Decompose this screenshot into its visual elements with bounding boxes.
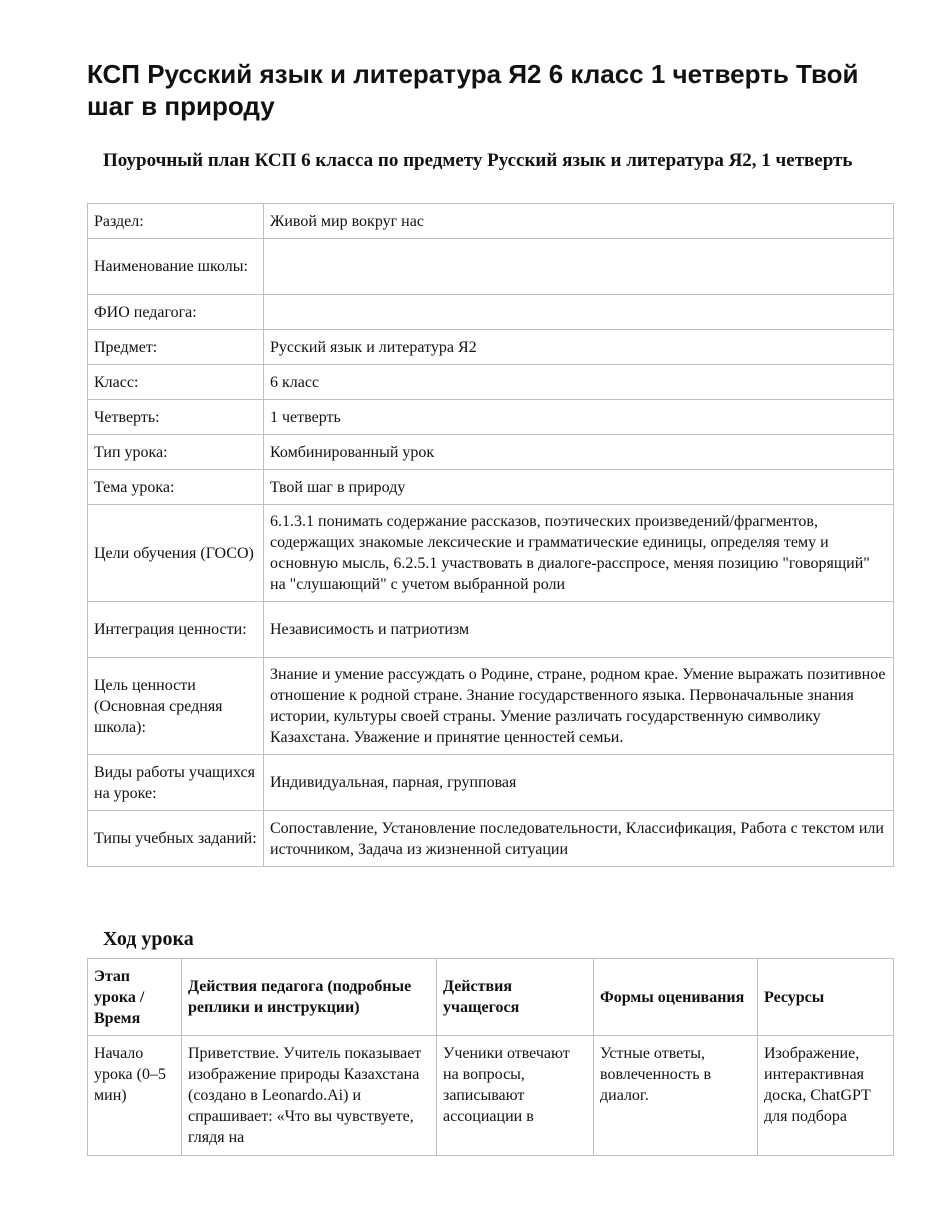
column-header: Этап урока / Время bbox=[88, 959, 182, 1036]
info-label: Типы учебных заданий: bbox=[88, 811, 264, 867]
lesson-flow-table bbox=[87, 958, 894, 1156]
info-label: Виды работы учащихся на уроке: bbox=[88, 755, 264, 811]
info-label: Цель ценности (Основная средняя школа): bbox=[88, 658, 264, 755]
table-row bbox=[88, 1036, 894, 1156]
table-row bbox=[88, 400, 894, 435]
table-row bbox=[88, 811, 894, 867]
assessment-cell: Устные ответы, вовлеченность в диалог. bbox=[594, 1036, 758, 1156]
lesson-flow-heading: Ход урока bbox=[103, 928, 194, 950]
info-label: Тема урока: bbox=[88, 470, 264, 505]
info-value: 6.1.3.1 понимать содержание рассказов, поэтических произведений/фрагментов, содержащих знакомые лексические и грамматические единицы, определяя тему и основную мысль, 6.2.5.1 участвовать в диалоге-расспросе, меняя позицию "говорящий" на "слушающий" с учетом выбранной роли bbox=[264, 505, 894, 602]
table-row bbox=[88, 755, 894, 811]
table-row bbox=[88, 658, 894, 755]
table-row bbox=[88, 204, 894, 239]
info-label: Интеграция ценности: bbox=[88, 602, 264, 658]
info-value: Твой шаг в природу bbox=[264, 470, 894, 505]
table-row bbox=[88, 435, 894, 470]
table-row bbox=[88, 505, 894, 602]
table-row bbox=[88, 470, 894, 505]
column-header: Формы оценивания bbox=[594, 959, 758, 1036]
plan-subtitle: Поурочный план КСП 6 класса по предмету Русский язык и литература Я2, 1 четверть bbox=[103, 150, 853, 171]
teacher-actions-cell: Приветствие. Учитель показывает изображение природы Казахстана (создано в Leonardo.Ai) и спрашивает: «Что вы чувствуете, глядя на bbox=[182, 1036, 437, 1156]
column-header: Действия учащегося bbox=[437, 959, 594, 1036]
table-row bbox=[88, 239, 894, 295]
info-value bbox=[264, 295, 894, 330]
stage-cell: Начало урока (0–5 мин) bbox=[88, 1036, 182, 1156]
info-value bbox=[264, 239, 894, 295]
info-value: 6 класс bbox=[264, 365, 894, 400]
info-value: Русский язык и литература Я2 bbox=[264, 330, 894, 365]
resources-cell: Изображение, интерактивная доска, ChatGPT для подбора bbox=[758, 1036, 894, 1156]
info-value: Комбинированный урок bbox=[264, 435, 894, 470]
info-label: Цели обучения (ГОСО) bbox=[88, 505, 264, 602]
table-row bbox=[88, 602, 894, 658]
student-actions-cell: Ученики отвечают на вопросы, записывают ассоциации в bbox=[437, 1036, 594, 1156]
table-row bbox=[88, 330, 894, 365]
info-label: Предмет: bbox=[88, 330, 264, 365]
info-label: Наименование школы: bbox=[88, 239, 264, 295]
info-label: Класс: bbox=[88, 365, 264, 400]
column-header: Ресурсы bbox=[758, 959, 894, 1036]
table-row bbox=[88, 295, 894, 330]
info-label: ФИО педагога: bbox=[88, 295, 264, 330]
document-title: КСП Русский язык и литература Я2 6 класс 1 четверть Твой шаг в природу bbox=[87, 59, 859, 121]
table-row bbox=[88, 365, 894, 400]
info-value: Индивидуальная, парная, групповая bbox=[264, 755, 894, 811]
table-header-row bbox=[88, 959, 894, 1036]
column-header: Действия педагога (подробные реплики и инструкции) bbox=[182, 959, 437, 1036]
info-label: Четверть: bbox=[88, 400, 264, 435]
info-value: Живой мир вокруг нас bbox=[264, 204, 894, 239]
lesson-info-table bbox=[87, 203, 894, 867]
info-value: Знание и умение рассуждать о Родине, стране, родном крае. Умение выражать позитивное отношение к родной стране. Знание государственного языка. Первоначальные знания истории, культуры своей страны. Умение различать государственную символику Казахстана. Уважение и принятие ценностей семьи. bbox=[264, 658, 894, 755]
info-value: Независимость и патриотизм bbox=[264, 602, 894, 658]
info-value: 1 четверть bbox=[264, 400, 894, 435]
info-label: Раздел: bbox=[88, 204, 264, 239]
info-value: Сопоставление, Установление последовательности, Классификация, Работа с текстом или источником, Задача из жизненной ситуации bbox=[264, 811, 894, 867]
info-label: Тип урока: bbox=[88, 435, 264, 470]
